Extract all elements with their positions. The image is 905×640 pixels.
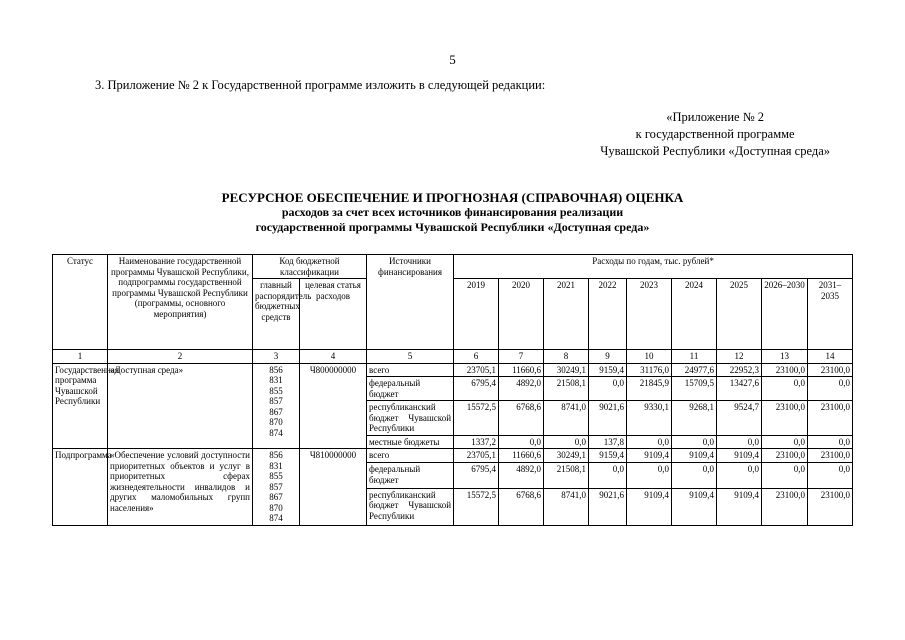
value-cell: 9330,1 [627,401,672,436]
source-cell: местные бюджеты [367,435,454,449]
column-number: 8 [544,350,589,364]
value-cell: 30249,1 [544,363,589,377]
value-cell: 4892,0 [499,463,544,489]
value-cell: 0,0 [762,435,808,449]
grbs-cell: 856 831 855 857 867 870 874 [253,449,300,526]
table-row [53,449,853,463]
header-year: 2024 [672,279,717,350]
column-number: 4 [300,350,367,364]
header-year: 2020 [499,279,544,350]
source-cell: республиканский бюджет Чувашской Республики [367,488,454,525]
appendix-heading [600,109,830,160]
value-cell: 137,8 [589,435,627,449]
value-cell: 15572,5 [454,488,499,525]
value-cell: 0,0 [808,377,853,401]
value-cell: 0,0 [672,435,717,449]
target-article-cell: Ч810000000 [300,449,367,526]
value-cell: 24977,6 [672,363,717,377]
resource-table [52,254,853,526]
grbs-cell: 856 831 855 857 867 870 874 [253,363,300,449]
value-cell: 21508,1 [544,463,589,489]
header-code: Код бюджетной классификации [253,255,367,279]
value-cell: 0,0 [589,463,627,489]
header-code-target: целевая статья расходов [300,279,367,350]
page-number: 5 [449,52,456,67]
header-year: 2023 [627,279,672,350]
column-number: 5 [367,350,454,364]
column-number: 6 [454,350,499,364]
column-number: 11 [672,350,717,364]
value-cell: 23100,0 [762,401,808,436]
header-year: 2031–2035 [808,279,853,350]
column-number: 2 [108,350,253,364]
program-name-cell: «Доступная среда» [108,363,253,449]
value-cell: 9109,4 [717,488,762,525]
value-cell: 23100,0 [762,488,808,525]
value-cell: 22952,3 [717,363,762,377]
column-number-row [53,350,853,364]
value-cell: 6768,6 [499,488,544,525]
value-cell: 13427,6 [717,377,762,401]
header-year: 2026–2030 [762,279,808,350]
appendix-line-3: Чувашской Республики «Доступная среда» [600,144,830,158]
value-cell: 23705,1 [454,449,499,463]
value-cell: 0,0 [717,463,762,489]
title-line-1: РЕСУРСНОЕ ОБЕСПЕЧЕНИЕ И ПРОГНОЗНАЯ (СПРАВОЧНАЯ) ОЦЕНКА [221,190,684,205]
value-cell: 23100,0 [808,449,853,463]
value-cell: 0,0 [762,463,808,489]
status-cell: Государственная программа Чувашской Республики [53,363,108,449]
header-code-main: главный распорядитель бюджетных средств [253,279,300,350]
value-cell: 11660,6 [499,363,544,377]
appendix-line-2: к государственной программе [635,127,795,141]
value-cell: 0,0 [627,435,672,449]
source-cell: всего [367,363,454,377]
value-cell: 15709,5 [672,377,717,401]
header-status: Статус [53,255,108,350]
value-cell: 9109,4 [717,449,762,463]
value-cell: 0,0 [808,435,853,449]
value-cell: 0,0 [672,463,717,489]
value-cell: 0,0 [762,377,808,401]
value-cell: 31176,0 [627,363,672,377]
value-cell: 23100,0 [762,449,808,463]
source-cell: федеральный бюджет [367,377,454,401]
value-cell: 1337,2 [454,435,499,449]
value-cell: 4892,0 [499,377,544,401]
value-cell: 9524,7 [717,401,762,436]
value-cell: 0,0 [627,463,672,489]
header-sources: Источники финансирования [367,255,454,350]
header-expenses: Расходы по годам, тыс. рублей* [454,255,853,279]
value-cell: 9109,4 [627,449,672,463]
value-cell: 21845,9 [627,377,672,401]
value-cell: 0,0 [499,435,544,449]
program-name-cell: «Обеспечение условий доступности приоритетных объектов и услуг в приоритетных сферах жизнедеятельности инвалидов и других маломобильных групп населения» [108,449,253,526]
value-cell: 23100,0 [762,363,808,377]
column-number: 1 [53,350,108,364]
value-cell: 9159,4 [589,363,627,377]
value-cell: 23705,1 [454,363,499,377]
value-cell: 0,0 [717,435,762,449]
header-year: 2019 [454,279,499,350]
column-number: 10 [627,350,672,364]
source-cell: республиканский бюджет Чувашской Республики [367,401,454,436]
value-cell: 9021,6 [589,401,627,436]
target-article-cell: Ч800000000 [300,363,367,449]
value-cell: 0,0 [808,463,853,489]
value-cell: 6795,4 [454,377,499,401]
value-cell: 9109,4 [627,488,672,525]
value-cell: 23100,0 [808,363,853,377]
value-cell: 23100,0 [808,488,853,525]
value-cell: 0,0 [589,377,627,401]
header-name: Наименование государственной программы Чувашской Республики, подпрограммы государственной программы Чувашской Республики (программы, основного мероприятия) [108,255,253,350]
column-number: 9 [589,350,627,364]
value-cell: 9109,4 [672,488,717,525]
value-cell: 6768,6 [499,401,544,436]
title-line-2: расходов за счет всех источников финансирования реализации [281,205,624,219]
header-year: 2021 [544,279,589,350]
table-row [53,363,853,377]
column-number: 14 [808,350,853,364]
value-cell: 21508,1 [544,377,589,401]
value-cell: 11660,6 [499,449,544,463]
value-cell: 8741,0 [544,488,589,525]
intro-paragraph: 3. Приложение № 2 к Государственной программе изложить в следующей редакции: [95,78,546,92]
column-number: 13 [762,350,808,364]
value-cell: 15572,5 [454,401,499,436]
document-title [0,190,905,235]
value-cell: 23100,0 [808,401,853,436]
status-cell: Подпрограмма [53,449,108,526]
value-cell: 8741,0 [544,401,589,436]
value-cell: 6795,4 [454,463,499,489]
appendix-line-1: «Приложение № 2 [666,110,765,124]
column-number: 7 [499,350,544,364]
header-year: 2022 [589,279,627,350]
value-cell: 9268,1 [672,401,717,436]
column-number: 12 [717,350,762,364]
value-cell: 0,0 [544,435,589,449]
value-cell: 9159,4 [589,449,627,463]
value-cell: 9021,6 [589,488,627,525]
value-cell: 9109,4 [672,449,717,463]
column-number: 3 [253,350,300,364]
source-cell: всего [367,449,454,463]
value-cell: 30249,1 [544,449,589,463]
source-cell: федеральный бюджет [367,463,454,489]
title-line-3: государственной программы Чувашской Республики «Доступная среда» [255,220,650,234]
header-year: 2025 [717,279,762,350]
